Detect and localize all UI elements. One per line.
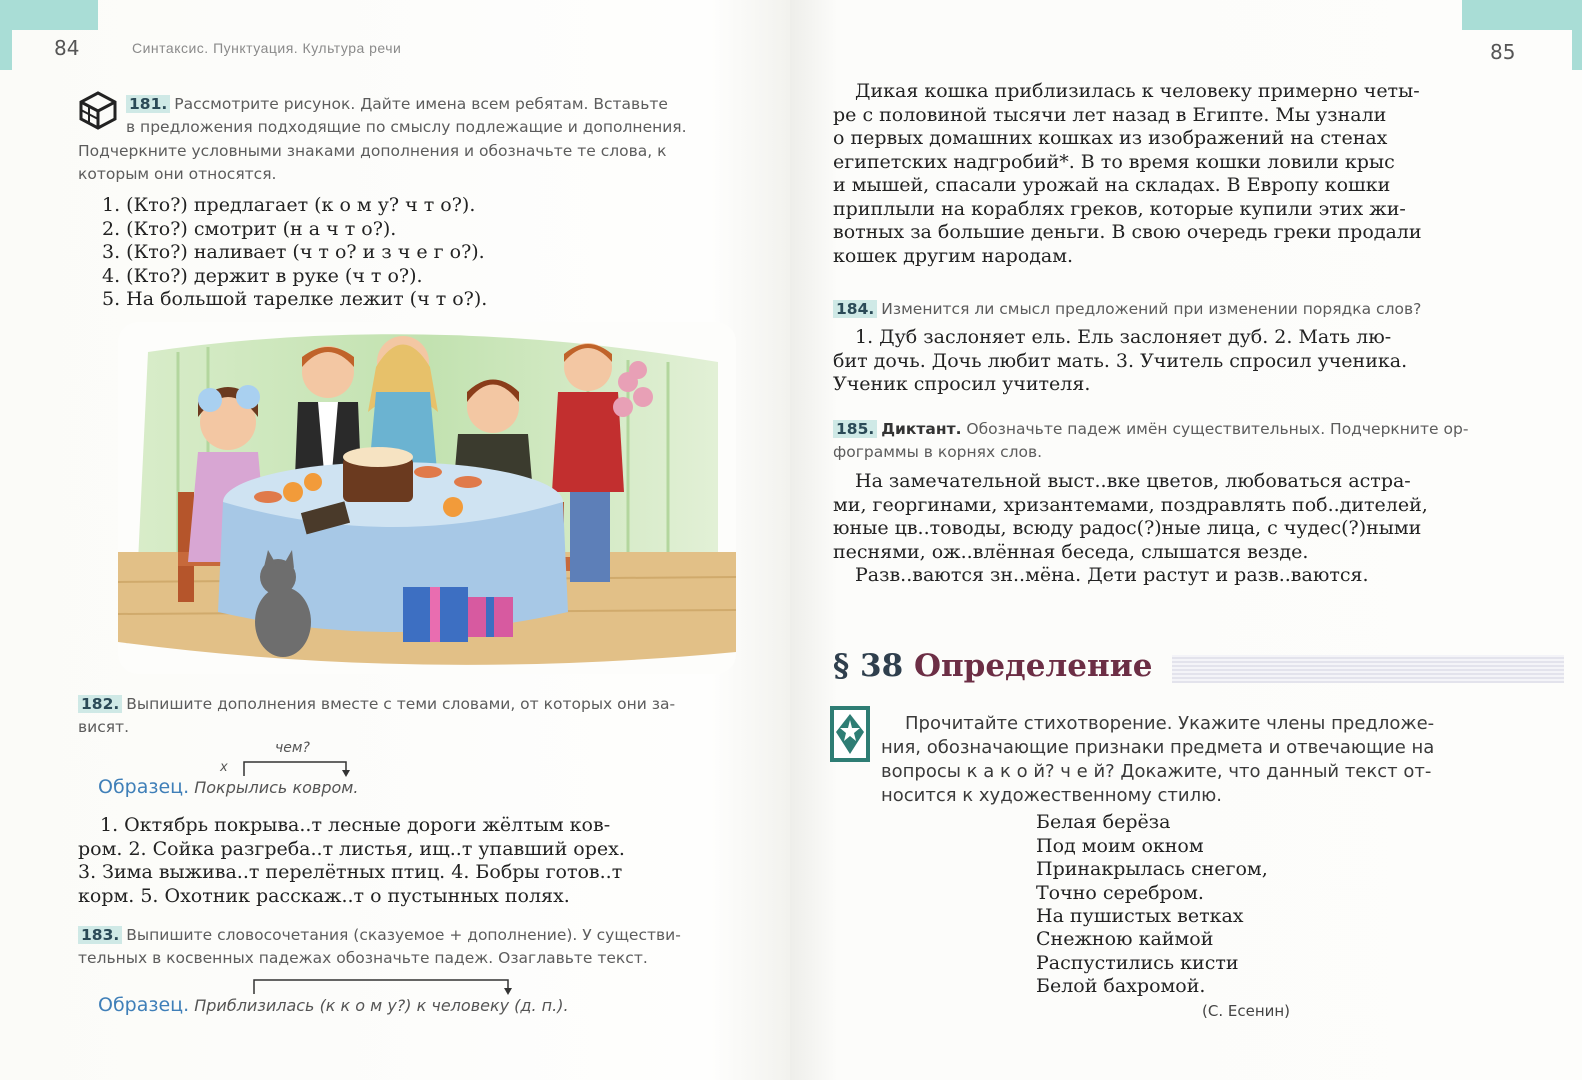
prompt-line: Рассмотрите рисунок. Дайте имена всем ребятам. Вставьте [174, 95, 668, 113]
list-item: 1. (Кто?) предлагает (к о м у? ч т о?). [102, 194, 476, 216]
left-page [0, 0, 790, 1080]
prompt-line: Изменится ли смысл предложений при изменении порядка слов? [881, 300, 1422, 318]
task-183-prompt [78, 924, 748, 970]
text-line: Дикая кошка приблизилась к человеку примерно четы- [855, 80, 1420, 102]
section-title: Определение [913, 648, 1153, 684]
text-line: вотных за большие деньги. В свою очередь греки продали [833, 221, 1422, 243]
intro-line: вопросы к а к о й? ч е й? Докажите, что данный текст от- [881, 761, 1432, 782]
task-181-prompt-cont [78, 140, 748, 186]
poem-line: Принакрылась снегом, [1036, 858, 1268, 880]
sample-text: Покрылись ковром. [194, 778, 359, 797]
list-item: 3. (Кто?) наливает (ч т о? и з ч е г о?). [102, 241, 485, 263]
prompt-line: Выпишите дополнения вместе с теми словами, от которых они за- [126, 695, 676, 713]
text-line: корм. 5. Охотник расскаж..т о пустынных полях. [78, 884, 570, 907]
task-number: 185. [833, 420, 877, 438]
text-183 [833, 80, 1501, 268]
task-181-items [102, 194, 742, 312]
page-number: 84 [54, 36, 80, 60]
text-line: приплыли на кораблях греков, которые купили этих жи- [833, 197, 1406, 220]
text-line: На замечательной выст..вке цветов, любоваться астра- [855, 470, 1411, 492]
section-heading [833, 648, 1152, 684]
poem-line: Снежною каймой [1036, 928, 1214, 950]
prompt-line: которым они относятся. [78, 165, 277, 183]
text-line: ром. 2. Сойка разгреба..т листья, ищ..т упавший орех. [78, 837, 625, 860]
prompt-line: Выпишите словосочетания (сказуемое + дополнение). У существи- [126, 926, 681, 944]
list-item: 2. (Кто?) смотрит (н а ч т о?). [102, 217, 397, 240]
arrow-bracket-icon [252, 976, 517, 996]
running-head: Синтаксис. Пунктуация. Культура речи [132, 40, 402, 56]
page-tab [0, 0, 98, 30]
poem-line: Распустились кисти [1036, 952, 1239, 974]
text-line: Ученик спросил учителя. [833, 373, 1091, 395]
text-line: бит дочь. Дочь любит мать. 3. Учитель спросил ученика. [833, 349, 1408, 372]
task-number: 183. [78, 926, 122, 944]
text-line: ми, георгинами, хризантемами, поздравлять поб..дителей, [833, 493, 1428, 516]
prompt-line: в предложения подходящие по смыслу подлежащие и дополнения. [126, 118, 687, 136]
poem-line: Белой бахромой. [1036, 975, 1206, 997]
poem-line: На пушистых ветках [1036, 905, 1244, 927]
party-illustration [118, 322, 736, 674]
text-line: 3. Зима выжива..т перелётных птиц. 4. Бобры готов..т [78, 861, 623, 883]
text-line: о первых домашних кошках из изображений на стенах [833, 127, 1388, 149]
sample-label: Образец. [98, 994, 190, 1016]
task-185-text [833, 470, 1501, 588]
cube-icon [78, 90, 118, 130]
task-number: 181. [126, 95, 170, 113]
poem-line: Белая берёза [1036, 811, 1171, 833]
intro-text [881, 712, 1506, 808]
prompt-line: Обозначьте падеж имён существительных. Подчеркните ор- [966, 420, 1469, 438]
task-label: Диктант. [881, 420, 962, 438]
task-184-prompt [833, 298, 1503, 321]
task-185-prompt [833, 418, 1503, 464]
text-line: юные цв..товоды, всюду радос(?)ные лица, с чудес(?)ными [833, 517, 1422, 539]
task-184-text [833, 326, 1501, 397]
text-line: и мышей, спасали урожай на складах. В Европу кошки [833, 174, 1391, 196]
task-number: 184. [833, 300, 877, 318]
text-line: кошек другим народам. [833, 244, 1074, 267]
sample-text: Приблизилась (к к о м у?) к человеку (д. п.). [194, 996, 569, 1015]
task-181-prompt [126, 93, 748, 139]
intro-line: Прочитайте стихотворение. Укажите члены предложе- [905, 713, 1435, 734]
poem-author: (С. Есенин) [1202, 1002, 1291, 1020]
list-item: 4. (Кто?) держит в руке (ч т о?). [102, 264, 423, 287]
task-number: 182. [78, 695, 122, 713]
page-number: 85 [1490, 40, 1516, 64]
list-item: 5. На большой тарелке лежит (ч т о?). [102, 288, 488, 310]
arrow-bracket-icon [242, 758, 352, 778]
intro-line: ния, обозначающие признаки предмета и отвечающие на [881, 737, 1435, 758]
prompt-line: Подчеркните условными знаками дополнения и обозначьте те слова, к [78, 142, 667, 160]
text-line: 1. Дуб заслоняет ель. Ель заслоняет дуб. 2. Мать лю- [855, 326, 1392, 348]
prompt-line: фограммы в корнях слов. [833, 443, 1043, 461]
poem-line: Под моим окном [1036, 835, 1204, 857]
page-tab-strip [0, 30, 12, 70]
sample-182 [98, 776, 358, 798]
text-line: песнями, ож..влённая беседа, слышатся везде. [833, 540, 1309, 563]
text-line: египетских надгробий*. В то время кошки ловили крыс [833, 150, 1395, 173]
sample-label: Образец. [98, 776, 190, 798]
text-line: Разв..ваются зн..мёна. Дети растут и разв..ваются. [855, 564, 1369, 586]
heading-decoration [1172, 655, 1564, 683]
intro-line: носится к художественному стилю. [881, 785, 1222, 806]
text-line: 1. Октябрь покрыва..т лесные дороги жёлтым ков- [100, 814, 611, 836]
sample-question: чем? [275, 740, 310, 756]
star-diamond-icon [830, 706, 870, 762]
task-182-prompt [78, 693, 748, 739]
prompt-line: висят. [78, 718, 130, 736]
poem-line: Точно серебром. [1036, 882, 1204, 904]
prompt-line: тельных в косвенных падежах обозначьте падеж. Озаглавьте текст. [78, 949, 648, 967]
sample-183 [98, 994, 569, 1016]
page-tab [1462, 0, 1582, 30]
page-tab-strip [1572, 30, 1582, 70]
section-sign: § 38 [833, 648, 904, 684]
sample-marker: х [220, 760, 228, 775]
text-line: ре с половиной тысячи лет назад в Египте. Мы узнали [833, 103, 1387, 126]
task-182-text [78, 814, 746, 908]
